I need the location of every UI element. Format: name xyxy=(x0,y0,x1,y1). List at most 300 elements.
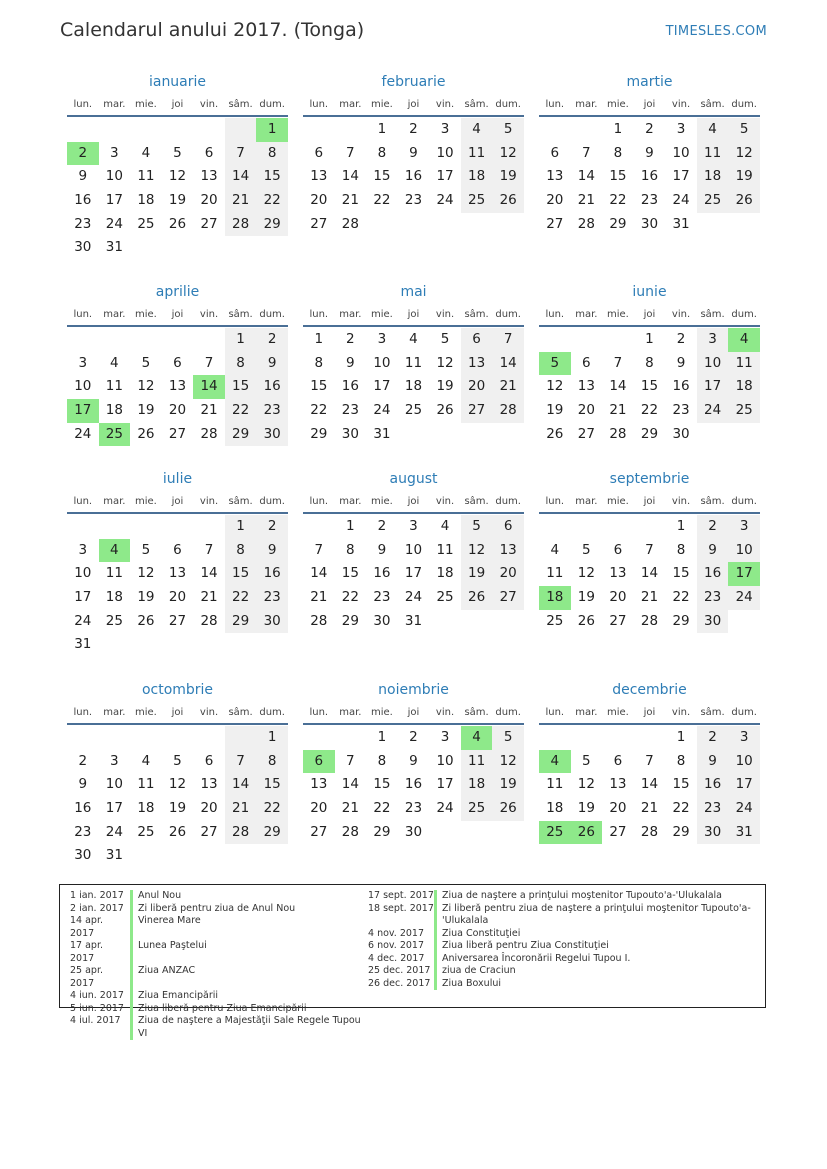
day-cell[interactable]: 23 xyxy=(74,823,92,840)
day-cell[interactable]: 6 xyxy=(582,354,591,371)
day-cell[interactable]: 24 xyxy=(728,797,760,821)
day-cell[interactable]: 18 xyxy=(546,800,564,817)
day-cell[interactable]: 12 xyxy=(168,776,187,793)
day-cell[interactable]: 10 xyxy=(436,752,454,769)
day-cell[interactable]: 15 xyxy=(256,165,288,189)
day-cell[interactable]: 5 xyxy=(141,354,151,371)
day-cell[interactable]: 31 xyxy=(672,215,690,232)
day-cell[interactable]: 8 xyxy=(256,750,288,774)
day-cell[interactable]: 9 xyxy=(78,776,88,793)
day-cell[interactable]: 23 xyxy=(404,192,423,209)
day-cell[interactable]: 8 xyxy=(645,354,654,371)
day-cell[interactable]: 26 xyxy=(492,797,524,821)
day-cell[interactable]: 27 xyxy=(461,399,493,423)
day-cell[interactable]: 12 xyxy=(577,776,595,793)
day-cell[interactable]: 4 xyxy=(409,331,418,347)
day-cell[interactable]: 10 xyxy=(105,776,123,793)
day-cell[interactable]: 13 xyxy=(168,565,187,582)
day-cell[interactable]: 29 xyxy=(256,821,288,845)
day-cell[interactable]: 20 xyxy=(168,589,187,606)
day-cell[interactable]: 29 xyxy=(672,823,690,840)
day-cell[interactable]: 11 xyxy=(697,142,729,166)
day-cell[interactable]: 5 xyxy=(582,541,591,558)
day-cell[interactable]: 7 xyxy=(645,541,654,558)
day-cell[interactable]: 27 xyxy=(310,823,328,840)
day-cell[interactable]: 16 xyxy=(697,562,729,586)
day-cell[interactable]: 25 xyxy=(461,797,493,821)
day-cell[interactable]: 16 xyxy=(404,168,423,185)
day-cell[interactable]: 30 xyxy=(697,821,729,845)
day-cell[interactable]: 5 xyxy=(492,726,524,750)
day-cell[interactable]: 20 xyxy=(461,375,493,399)
day-cell[interactable]: 20 xyxy=(310,800,328,817)
day-cell[interactable]: 16 xyxy=(697,773,729,797)
day-cell[interactable]: 13 xyxy=(492,539,524,563)
day-cell[interactable]: 1 xyxy=(377,121,387,137)
day-cell[interactable]: 15 xyxy=(310,378,328,395)
day-cell[interactable]: 26 xyxy=(577,612,595,629)
day-cell[interactable]: 22 xyxy=(373,192,391,209)
day-cell[interactable]: 9 xyxy=(697,539,729,563)
day-cell[interactable]: 14 xyxy=(640,776,659,793)
day-cell[interactable]: 2 xyxy=(676,331,686,347)
day-cell[interactable]: 29 xyxy=(310,425,328,442)
day-cell[interactable]: 23 xyxy=(74,215,92,232)
day-cell[interactable]: 20 xyxy=(168,402,187,419)
day-cell[interactable]: 14 xyxy=(225,165,257,189)
day-cell[interactable]: 3 xyxy=(409,518,418,534)
day-cell[interactable]: 10 xyxy=(697,352,729,376)
day-cell[interactable]: 11 xyxy=(461,142,493,166)
day-cell[interactable]: 19 xyxy=(137,589,155,606)
day-cell[interactable]: 21 xyxy=(225,797,257,821)
day-cell[interactable]: 7 xyxy=(204,354,214,371)
day-cell[interactable]: 9 xyxy=(409,752,418,769)
day-cell[interactable]: 26 xyxy=(137,612,155,629)
day-cell[interactable]: 20 xyxy=(577,402,595,419)
day-cell[interactable]: 10 xyxy=(105,168,123,185)
day-cell[interactable]: 8 xyxy=(225,352,257,376)
day-cell[interactable]: 30 xyxy=(672,425,690,442)
day-cell[interactable]: 27 xyxy=(609,612,627,629)
day-cell[interactable]: 3 xyxy=(697,328,729,352)
day-cell[interactable]: 22 xyxy=(225,586,257,610)
day-cell[interactable]: 25 xyxy=(105,612,123,629)
day-cell[interactable]: 3 xyxy=(440,121,450,137)
day-cell[interactable]: 16 xyxy=(672,378,690,395)
day-cell[interactable]: 6 xyxy=(314,144,324,161)
day-cell[interactable]: 12 xyxy=(546,378,564,395)
day-cell[interactable]: 21 xyxy=(200,402,218,419)
day-cell[interactable]: 30 xyxy=(74,239,92,256)
day-cell[interactable]: 21 xyxy=(609,402,627,419)
day-cell[interactable]: 14 xyxy=(225,773,257,797)
holiday-day-cell[interactable]: 25 xyxy=(99,423,131,447)
holiday-day-cell[interactable]: 6 xyxy=(303,750,335,774)
holiday-day-cell[interactable]: 5 xyxy=(539,352,571,376)
day-cell[interactable]: 18 xyxy=(436,565,454,582)
day-cell[interactable]: 21 xyxy=(640,800,659,817)
day-cell[interactable]: 20 xyxy=(200,192,218,209)
day-cell[interactable]: 19 xyxy=(168,192,187,209)
day-cell[interactable]: 8 xyxy=(676,752,686,769)
day-cell[interactable]: 11 xyxy=(105,378,123,395)
day-cell[interactable]: 12 xyxy=(728,142,760,166)
day-cell[interactable]: 26 xyxy=(168,823,187,840)
day-cell[interactable]: 4 xyxy=(440,518,450,534)
day-cell[interactable]: 22 xyxy=(310,402,328,419)
day-cell[interactable]: 10 xyxy=(74,565,92,582)
day-cell[interactable]: 24 xyxy=(74,425,92,442)
day-cell[interactable]: 27 xyxy=(492,586,524,610)
day-cell[interactable]: 10 xyxy=(404,541,423,558)
day-cell[interactable]: 14 xyxy=(200,565,218,582)
day-cell[interactable]: 11 xyxy=(137,776,155,793)
day-cell[interactable]: 28 xyxy=(200,612,218,629)
day-cell[interactable]: 22 xyxy=(341,589,359,606)
day-cell[interactable]: 15 xyxy=(225,375,257,399)
day-cell[interactable]: 28 xyxy=(310,612,328,629)
day-cell[interactable]: 15 xyxy=(640,378,659,395)
day-cell[interactable]: 15 xyxy=(373,776,391,793)
day-cell[interactable]: 13 xyxy=(168,378,187,395)
day-cell[interactable]: 26 xyxy=(168,215,187,232)
day-cell[interactable]: 18 xyxy=(404,378,423,395)
day-cell[interactable]: 21 xyxy=(225,189,257,213)
day-cell[interactable]: 14 xyxy=(310,565,328,582)
day-cell[interactable]: 2 xyxy=(346,331,355,347)
day-cell[interactable]: 19 xyxy=(492,165,524,189)
day-cell[interactable]: 1 xyxy=(225,515,257,539)
day-cell[interactable]: 14 xyxy=(341,776,359,793)
day-cell[interactable]: 29 xyxy=(672,612,690,629)
day-cell[interactable]: 3 xyxy=(78,541,88,558)
day-cell[interactable]: 21 xyxy=(310,589,328,606)
day-cell[interactable]: 3 xyxy=(728,726,760,750)
day-cell[interactable]: 29 xyxy=(341,612,359,629)
day-cell[interactable]: 7 xyxy=(346,144,355,161)
day-cell[interactable]: 2 xyxy=(645,121,654,137)
day-cell[interactable]: 2 xyxy=(697,726,729,750)
day-cell[interactable]: 28 xyxy=(341,215,359,232)
day-cell[interactable]: 1 xyxy=(225,328,257,352)
day-cell[interactable]: 3 xyxy=(110,144,119,161)
day-cell[interactable]: 8 xyxy=(676,541,686,558)
day-cell[interactable]: 5 xyxy=(173,752,182,769)
day-cell[interactable]: 27 xyxy=(200,823,218,840)
day-cell[interactable]: 6 xyxy=(173,541,182,558)
day-cell[interactable]: 4 xyxy=(697,118,729,142)
day-cell[interactable]: 23 xyxy=(373,589,391,606)
day-cell[interactable]: 12 xyxy=(168,168,187,185)
day-cell[interactable]: 15 xyxy=(672,776,690,793)
day-cell[interactable]: 21 xyxy=(577,192,595,209)
day-cell[interactable]: 19 xyxy=(436,378,454,395)
day-cell[interactable]: 23 xyxy=(256,399,288,423)
holiday-day-cell[interactable]: 1 xyxy=(256,118,288,142)
day-cell[interactable]: 1 xyxy=(256,726,288,750)
day-cell[interactable]: 6 xyxy=(204,144,214,161)
day-cell[interactable]: 13 xyxy=(577,378,595,395)
day-cell[interactable]: 28 xyxy=(341,823,359,840)
day-cell[interactable]: 31 xyxy=(105,847,123,864)
holiday-day-cell[interactable]: 4 xyxy=(99,539,131,563)
day-cell[interactable]: 6 xyxy=(550,144,560,161)
day-cell[interactable]: 16 xyxy=(341,378,359,395)
day-cell[interactable]: 29 xyxy=(640,425,659,442)
day-cell[interactable]: 24 xyxy=(436,800,454,817)
day-cell[interactable]: 28 xyxy=(577,215,595,232)
day-cell[interactable]: 28 xyxy=(225,213,257,237)
day-cell[interactable]: 24 xyxy=(74,612,92,629)
day-cell[interactable]: 14 xyxy=(640,565,659,582)
day-cell[interactable]: 24 xyxy=(105,823,123,840)
holiday-day-cell[interactable]: 18 xyxy=(539,586,571,610)
day-cell[interactable]: 6 xyxy=(461,328,493,352)
day-cell[interactable]: 26 xyxy=(546,425,564,442)
day-cell[interactable]: 31 xyxy=(105,239,123,256)
day-cell[interactable]: 25 xyxy=(546,612,564,629)
day-cell[interactable]: 19 xyxy=(168,800,187,817)
day-cell[interactable]: 24 xyxy=(697,399,729,423)
day-cell[interactable]: 18 xyxy=(461,773,493,797)
day-cell[interactable]: 11 xyxy=(105,565,123,582)
day-cell[interactable]: 10 xyxy=(373,354,391,371)
day-cell[interactable]: 11 xyxy=(728,352,760,376)
day-cell[interactable]: 13 xyxy=(546,168,564,185)
day-cell[interactable]: 21 xyxy=(341,192,359,209)
day-cell[interactable]: 23 xyxy=(672,402,690,419)
holiday-day-cell[interactable]: 17 xyxy=(728,562,760,586)
day-cell[interactable]: 7 xyxy=(613,354,623,371)
holiday-day-cell[interactable]: 26 xyxy=(571,821,603,845)
holiday-day-cell[interactable]: 4 xyxy=(539,750,571,774)
day-cell[interactable]: 8 xyxy=(377,752,387,769)
day-cell[interactable]: 15 xyxy=(256,773,288,797)
day-cell[interactable]: 9 xyxy=(409,144,418,161)
day-cell[interactable]: 3 xyxy=(377,331,387,347)
day-cell[interactable]: 17 xyxy=(373,378,391,395)
day-cell[interactable]: 13 xyxy=(461,352,493,376)
day-cell[interactable]: 5 xyxy=(141,541,151,558)
day-cell[interactable]: 17 xyxy=(404,565,423,582)
day-cell[interactable]: 28 xyxy=(225,821,257,845)
day-cell[interactable]: 5 xyxy=(173,144,182,161)
day-cell[interactable]: 18 xyxy=(461,165,493,189)
day-cell[interactable]: 22 xyxy=(373,800,391,817)
day-cell[interactable]: 6 xyxy=(204,752,214,769)
day-cell[interactable]: 16 xyxy=(74,800,92,817)
day-cell[interactable]: 3 xyxy=(676,121,686,137)
day-cell[interactable]: 13 xyxy=(200,776,218,793)
day-cell[interactable]: 3 xyxy=(78,354,88,371)
day-cell[interactable]: 11 xyxy=(461,750,493,774)
day-cell[interactable]: 9 xyxy=(346,354,355,371)
day-cell[interactable]: 20 xyxy=(609,800,627,817)
day-cell[interactable]: 4 xyxy=(141,752,151,769)
holiday-day-cell[interactable]: 25 xyxy=(539,821,571,845)
day-cell[interactable]: 2 xyxy=(377,518,387,534)
day-cell[interactable]: 21 xyxy=(492,375,524,399)
holiday-day-cell[interactable]: 2 xyxy=(67,142,99,166)
day-cell[interactable]: 7 xyxy=(645,752,654,769)
day-cell[interactable]: 24 xyxy=(728,586,760,610)
day-cell[interactable]: 30 xyxy=(697,610,729,634)
day-cell[interactable]: 15 xyxy=(672,565,690,582)
day-cell[interactable]: 17 xyxy=(436,776,454,793)
day-cell[interactable]: 23 xyxy=(341,402,359,419)
day-cell[interactable]: 9 xyxy=(645,144,654,161)
day-cell[interactable]: 24 xyxy=(373,402,391,419)
day-cell[interactable]: 23 xyxy=(697,797,729,821)
day-cell[interactable]: 10 xyxy=(728,539,760,563)
holiday-day-cell[interactable]: 4 xyxy=(461,726,493,750)
day-cell[interactable]: 27 xyxy=(168,612,187,629)
day-cell[interactable]: 24 xyxy=(672,192,690,209)
day-cell[interactable]: 17 xyxy=(74,589,92,606)
day-cell[interactable]: 22 xyxy=(640,402,659,419)
day-cell[interactable]: 10 xyxy=(672,144,690,161)
day-cell[interactable]: 5 xyxy=(440,331,450,347)
day-cell[interactable]: 5 xyxy=(582,752,591,769)
day-cell[interactable]: 10 xyxy=(728,750,760,774)
day-cell[interactable]: 17 xyxy=(697,375,729,399)
day-cell[interactable]: 5 xyxy=(461,515,493,539)
day-cell[interactable]: 25 xyxy=(436,589,454,606)
day-cell[interactable]: 7 xyxy=(582,144,591,161)
day-cell[interactable]: 20 xyxy=(310,192,328,209)
day-cell[interactable]: 17 xyxy=(672,168,690,185)
day-cell[interactable]: 31 xyxy=(74,636,92,653)
day-cell[interactable]: 1 xyxy=(314,331,324,347)
day-cell[interactable]: 10 xyxy=(74,378,92,395)
day-cell[interactable]: 17 xyxy=(105,192,123,209)
day-cell[interactable]: 28 xyxy=(640,823,659,840)
day-cell[interactable]: 8 xyxy=(314,354,324,371)
day-cell[interactable]: 9 xyxy=(377,541,387,558)
day-cell[interactable]: 30 xyxy=(373,612,391,629)
day-cell[interactable]: 12 xyxy=(492,750,524,774)
day-cell[interactable]: 2 xyxy=(78,752,88,769)
day-cell[interactable]: 1 xyxy=(676,518,686,534)
day-cell[interactable]: 26 xyxy=(728,189,760,213)
day-cell[interactable]: 7 xyxy=(225,750,257,774)
day-cell[interactable]: 25 xyxy=(728,399,760,423)
day-cell[interactable]: 2 xyxy=(409,121,418,137)
day-cell[interactable]: 3 xyxy=(440,729,450,745)
day-cell[interactable]: 5 xyxy=(728,118,760,142)
day-cell[interactable]: 3 xyxy=(728,515,760,539)
day-cell[interactable]: 9 xyxy=(256,352,288,376)
day-cell[interactable]: 30 xyxy=(404,823,423,840)
day-cell[interactable]: 23 xyxy=(640,192,659,209)
day-cell[interactable]: 13 xyxy=(200,168,218,185)
day-cell[interactable]: 22 xyxy=(672,589,690,606)
day-cell[interactable]: 7 xyxy=(314,541,324,558)
day-cell[interactable]: 2 xyxy=(256,328,288,352)
day-cell[interactable]: 17 xyxy=(436,168,454,185)
day-cell[interactable]: 21 xyxy=(341,800,359,817)
day-cell[interactable]: 22 xyxy=(256,189,288,213)
day-cell[interactable]: 6 xyxy=(492,515,524,539)
day-cell[interactable]: 13 xyxy=(609,565,627,582)
day-cell[interactable]: 12 xyxy=(461,539,493,563)
day-cell[interactable]: 17 xyxy=(105,800,123,817)
day-cell[interactable]: 11 xyxy=(404,354,423,371)
day-cell[interactable]: 15 xyxy=(341,565,359,582)
day-cell[interactable]: 8 xyxy=(377,144,387,161)
day-cell[interactable]: 16 xyxy=(256,562,288,586)
day-cell[interactable]: 18 xyxy=(728,375,760,399)
day-cell[interactable]: 22 xyxy=(672,800,690,817)
day-cell[interactable]: 27 xyxy=(609,823,627,840)
day-cell[interactable]: 1 xyxy=(613,121,623,137)
day-cell[interactable]: 26 xyxy=(492,189,524,213)
day-cell[interactable]: 4 xyxy=(550,541,560,558)
day-cell[interactable]: 7 xyxy=(346,752,355,769)
day-cell[interactable]: 1 xyxy=(346,518,355,534)
day-cell[interactable]: 15 xyxy=(609,168,627,185)
day-cell[interactable]: 19 xyxy=(546,402,564,419)
day-cell[interactable]: 16 xyxy=(74,192,92,209)
day-cell[interactable]: 29 xyxy=(225,610,257,634)
day-cell[interactable]: 21 xyxy=(200,589,218,606)
day-cell[interactable]: 19 xyxy=(492,773,524,797)
day-cell[interactable]: 26 xyxy=(137,425,155,442)
site-link[interactable]: TIMESLES.COM xyxy=(665,24,767,39)
day-cell[interactable]: 14 xyxy=(609,378,627,395)
holiday-day-cell[interactable]: 17 xyxy=(67,399,99,423)
day-cell[interactable]: 13 xyxy=(609,776,627,793)
day-cell[interactable]: 28 xyxy=(492,399,524,423)
day-cell[interactable]: 8 xyxy=(256,142,288,166)
day-cell[interactable]: 9 xyxy=(697,750,729,774)
day-cell[interactable]: 27 xyxy=(168,425,187,442)
day-cell[interactable]: 22 xyxy=(609,192,627,209)
day-cell[interactable]: 19 xyxy=(728,165,760,189)
day-cell[interactable]: 12 xyxy=(137,378,155,395)
day-cell[interactable]: 19 xyxy=(577,589,595,606)
day-cell[interactable]: 27 xyxy=(577,425,595,442)
day-cell[interactable]: 7 xyxy=(492,328,524,352)
day-cell[interactable]: 14 xyxy=(492,352,524,376)
day-cell[interactable]: 11 xyxy=(436,541,454,558)
day-cell[interactable]: 31 xyxy=(728,821,760,845)
day-cell[interactable]: 23 xyxy=(404,800,423,817)
day-cell[interactable]: 30 xyxy=(640,215,659,232)
day-cell[interactable]: 1 xyxy=(676,729,686,745)
day-cell[interactable]: 14 xyxy=(341,168,359,185)
day-cell[interactable]: 12 xyxy=(577,565,595,582)
day-cell[interactable]: 14 xyxy=(577,168,595,185)
day-cell[interactable]: 13 xyxy=(310,776,328,793)
day-cell[interactable]: 25 xyxy=(404,402,423,419)
day-cell[interactable]: 24 xyxy=(436,192,454,209)
day-cell[interactable]: 29 xyxy=(373,823,391,840)
day-cell[interactable]: 20 xyxy=(492,562,524,586)
day-cell[interactable]: 7 xyxy=(225,142,257,166)
day-cell[interactable]: 28 xyxy=(640,612,659,629)
day-cell[interactable]: 21 xyxy=(640,589,659,606)
day-cell[interactable]: 30 xyxy=(341,425,359,442)
day-cell[interactable]: 9 xyxy=(78,168,88,185)
day-cell[interactable]: 16 xyxy=(404,776,423,793)
day-cell[interactable]: 20 xyxy=(546,192,564,209)
day-cell[interactable]: 1 xyxy=(377,729,387,745)
day-cell[interactable]: 25 xyxy=(137,215,155,232)
day-cell[interactable]: 11 xyxy=(137,168,155,185)
day-cell[interactable]: 20 xyxy=(609,589,627,606)
